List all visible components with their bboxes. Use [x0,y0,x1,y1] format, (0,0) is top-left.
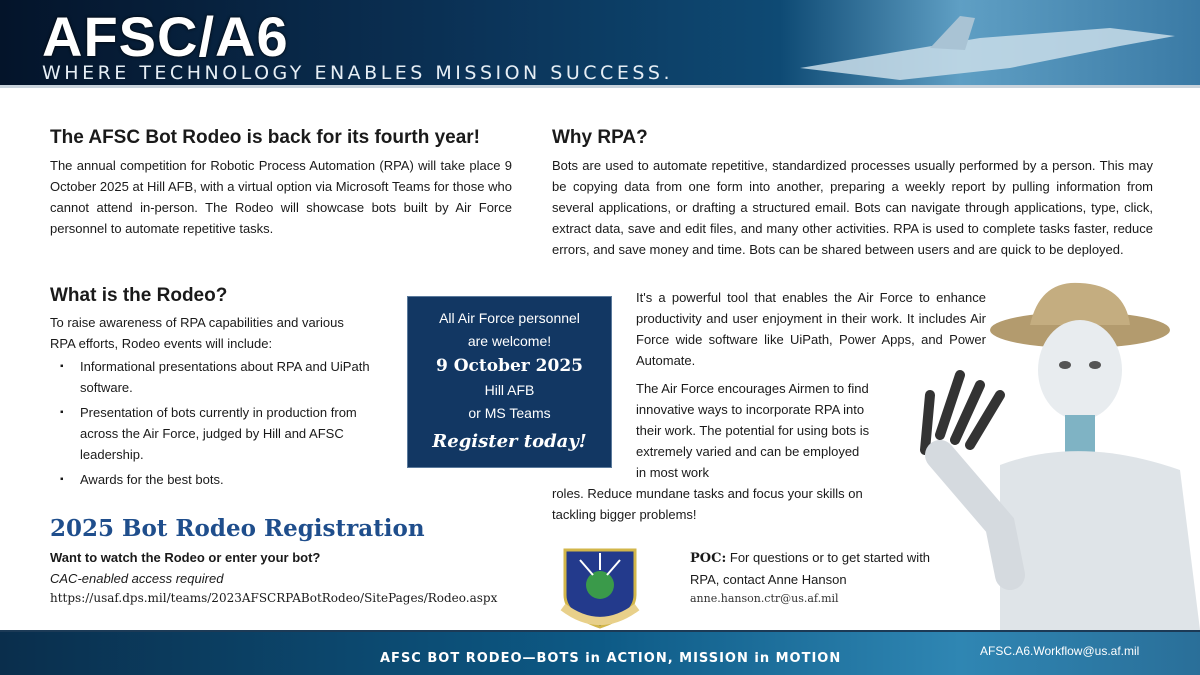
poc-text [690,547,940,590]
list-item: ▪ Informational presentations about RPA and UiPath software. [50,356,390,398]
footer-slogan: AFSC BOT RODEO—BOTS in ACTION, MISSION in MOTION [380,651,842,666]
registration-question: Want to watch the Rodeo or enter your bot? [50,550,321,565]
poc-description: For questions or to get started with RPA, contact Anne Hanson [690,550,931,587]
header-title: AFSC/A6 [42,5,289,68]
why-heading: Why RPA? [552,127,648,148]
intro-heading: The AFSC Bot Rodeo is back for its fourth year! [50,127,481,148]
event-callout [407,296,612,468]
register-cta[interactable]: Register today! [432,431,587,452]
why-paragraph-3: The Air Force encourages Airmen to find innovative ways to incorporate RPA into their work. The potential for using bots is extremely varied and can be employed in most work [636,381,870,480]
list-item: ▪ Awards for the best bots. [50,469,390,490]
poc-email[interactable]: anne.hanson.ctr@us.af.mil [690,592,839,605]
footer-email[interactable]: AFSC.A6.Workflow@us.af.mil [980,644,1140,658]
rodeo-list [50,356,390,490]
header-tagline: WHERE TECHNOLOGY ENABLES MISSION SUCCESS. [42,62,673,84]
intro-text-end: for those who cannot attend in-person. The Rodeo will showcase bots built by Air Force personnel to automate repetitive tasks. [50,179,513,236]
rodeo-text: To raise awareness of RPA capabilities and various RPA efforts, Rodeo events will include: [50,315,344,351]
event-link[interactable]: 9 October 2025 at Hill AFB, with a virtual option via Microsoft Teams [50,158,512,194]
poc-label: POC: [690,551,727,566]
why-paragraph-3-end: roles. Reduce mundane tasks and focus your skills on tackling bigger problems! [552,486,863,522]
af-sustainment-center-seal [555,545,645,630]
why-paragraph-2: It's a powerful tool that enables the Air Force to enhance productivity and user enjoyment in their work. It includes Air Force wide software like UiPath, Power Apps, and Power Automate. [636,290,986,368]
registration-note: CAC-enabled access required [50,571,224,586]
callout-place2: or MS Teams [468,405,551,421]
list-item: ▪ Presentation of bots currently in production from across the Air Force, judged by Hill and AFSC leadership. [50,402,390,465]
registration-heading: 2025 Bot Rodeo Registration [50,515,425,542]
registration-url[interactable]: https://usaf.dps.mil/teams/2023AFSCRPABotRodeo/SitePages/Rodeo.aspx [50,591,498,605]
header-banner [0,0,1200,88]
robot-cowboy-image [900,275,1200,630]
intro-text [50,155,512,239]
intro-text-start: The annual competition for Robotic Process Automation (RPA) will take place [50,158,505,173]
rodeo-heading: What is the Rodeo? [50,285,228,306]
callout-line2: are welcome! [467,333,552,349]
callout-line1: All Air Force personnel [439,310,580,326]
jet-image [780,8,1200,88]
why-paragraph-1: Bots are used to automate repetitive, standardized processes usually performed by a person. This may be copying data from one form into another, preparing a weekly report by pulling information from several applications, or drafting a structured email. Bots can navigate through applications, type, click, extract data, save and edit files, and many other activities. RPA is used to complete tasks faster, reduce errors, and save money and time. Bots can be shared between users and are quick to be deployed. [552,158,1153,257]
callout-place1: Hill AFB [484,382,535,398]
callout-date: 9 October 2025 [436,356,583,376]
footer-banner [0,630,1200,675]
